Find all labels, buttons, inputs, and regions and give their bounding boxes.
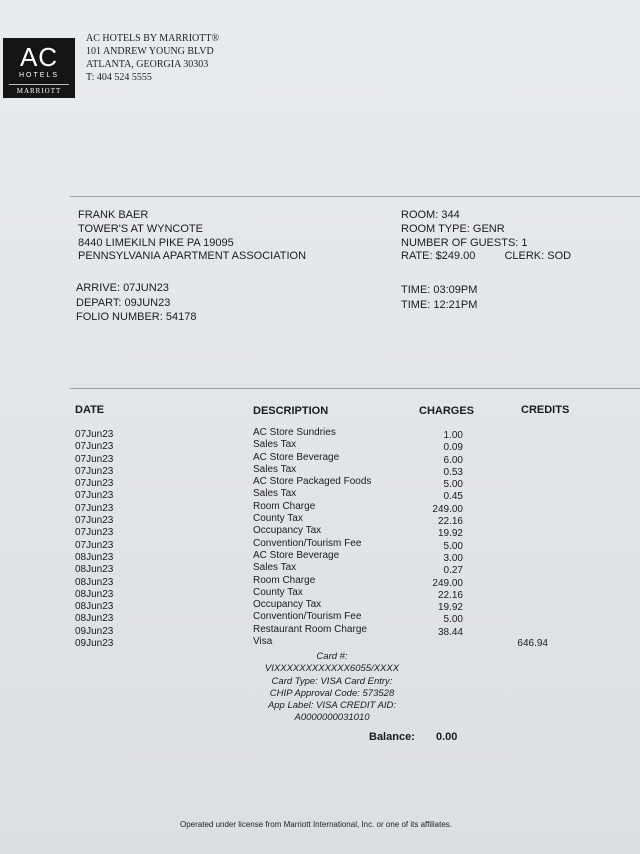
row-charge: 3.00	[443, 552, 463, 564]
row-date: 07Jun23	[75, 527, 114, 539]
header-description: DESCRIPTION	[253, 405, 329, 417]
room-rate: RATE: $249.00	[401, 250, 476, 263]
row-charge: 6.00	[443, 454, 463, 466]
row-date: 08Jun23	[75, 551, 114, 563]
row-date: 09Jun23	[75, 638, 114, 650]
row-description: Occupancy Tax	[253, 599, 322, 611]
balance-value: 0.00	[436, 731, 458, 743]
row-description: County Tax	[253, 586, 303, 598]
row-charge: 5.00	[443, 614, 463, 626]
room-number: ROOM: 344	[401, 209, 460, 221]
stay-block	[76, 281, 196, 325]
row-charge: 249.00	[432, 577, 463, 589]
row-charge: 22.16	[437, 589, 463, 601]
row-description: Convention/Tourism Fee	[253, 611, 362, 623]
hotel-address	[86, 32, 219, 84]
row-date: 07Jun23	[75, 441, 114, 453]
guest-address-line1: TOWER'S AT WYNCOTE	[78, 222, 203, 235]
guest-block	[78, 209, 306, 264]
row-description: Occupancy Tax	[253, 525, 322, 537]
row-date: 07Jun23	[75, 539, 114, 551]
app-label: App Label: VISA CREDIT AID:	[267, 700, 397, 712]
header-date: DATE	[75, 404, 105, 416]
room-type: ROOM TYPE: GENR	[401, 222, 505, 235]
description-column	[253, 427, 371, 648]
hotel-name: AC HOTELS BY MARRIOTT®	[86, 33, 220, 44]
footer-note: Operated under license from Marriott International, Inc. or one of its affiliates.	[180, 820, 452, 829]
row-description: AC Store Packaged Foods	[253, 476, 372, 488]
logo-marriott: MARRIOTT	[9, 84, 69, 95]
row-description: Visa	[253, 636, 273, 648]
hotel-address-line2: ATLANTA, GEORGIA 30303	[86, 59, 209, 70]
folio-number: FOLIO NUMBER: 54178	[76, 311, 197, 323]
row-charge: 22.16	[437, 516, 463, 528]
row-date: 07Jun23	[75, 502, 114, 514]
row-charge: 0.53	[443, 466, 463, 478]
row-charge: 38.44	[437, 626, 463, 638]
row-charge: 19.92	[437, 528, 463, 540]
header-divider	[70, 196, 640, 197]
row-date: 07Jun23	[75, 490, 114, 502]
row-date: 07Jun23	[75, 465, 114, 477]
table-divider	[70, 388, 640, 389]
row-charge: 5.00	[443, 540, 463, 552]
row-description: AC Store Beverage	[253, 451, 340, 463]
header-charges: CHARGES	[419, 405, 475, 417]
ac-hotels-logo	[3, 38, 75, 98]
row-charge: 1.00	[443, 430, 463, 441]
row-charge: 0.27	[443, 565, 463, 577]
row-date: 08Jun23	[75, 613, 114, 625]
row-date: 08Jun23	[75, 588, 114, 600]
guest-organization: PENNSYLVANIA APARTMENT ASSOCIATION	[78, 250, 307, 263]
row-date: 07Jun23	[75, 453, 114, 465]
guest-name: FRANK BAER	[78, 209, 149, 221]
clerk: CLERK: SOD	[504, 250, 572, 263]
row-description: Sales Tax	[253, 488, 297, 500]
arrive-time: TIME: 03:09PM	[401, 284, 478, 296]
depart-date: DEPART: 09JUN23	[76, 296, 171, 309]
card-type: Card Type: VISA Card Entry:	[271, 675, 393, 687]
charges-column	[400, 430, 463, 639]
row-description: Convention/Tourism Fee	[253, 537, 362, 549]
card-number: VIXXXXXXXXXXXX6055/XXXX	[264, 663, 400, 675]
row-date: 07Jun23	[75, 478, 114, 490]
row-credit: 646.94	[517, 638, 548, 649]
row-charge: 5.00	[443, 479, 463, 491]
row-description: AC Store Beverage	[253, 549, 340, 561]
row-description: County Tax	[253, 513, 303, 525]
number-of-guests: NUMBER OF GUESTS: 1	[401, 236, 528, 249]
time-block	[401, 283, 477, 312]
depart-time: TIME: 12:21PM	[401, 298, 478, 311]
aid: A0000000031010	[294, 712, 370, 724]
row-date: 07Jun23	[75, 429, 114, 440]
row-description: Sales Tax	[253, 439, 297, 451]
rate-line	[401, 250, 571, 264]
row-charge: 249.00	[432, 503, 463, 515]
row-charge: 0.45	[443, 491, 463, 503]
hotel-phone: T: 404 524 5555	[86, 72, 152, 83]
row-description: Room Charge	[253, 500, 316, 512]
credits-column	[500, 638, 548, 650]
guest-address-line2: 8440 LIMEKILN PIKE PA 19095	[78, 236, 234, 249]
row-charge: 19.92	[437, 602, 463, 614]
row-description: Sales Tax	[253, 562, 297, 574]
card-number-label: Card #:	[316, 651, 348, 662]
row-description: Room Charge	[253, 574, 316, 586]
row-date: 09Jun23	[75, 625, 114, 637]
row-charge: 0.09	[443, 442, 463, 454]
row-description: AC Store Sundries	[253, 427, 336, 438]
arrive-date: ARRIVE: 07JUN23	[76, 282, 169, 294]
date-column	[75, 429, 113, 650]
balance-label: Balance:	[369, 731, 415, 743]
row-date: 08Jun23	[75, 576, 114, 588]
header-credits: CREDITS	[521, 404, 570, 416]
logo-ac: AC	[19, 42, 59, 72]
hotel-address-line1: 101 ANDREW YOUNG BLVD	[86, 46, 214, 57]
logo-hotels: HOTELS	[18, 72, 59, 79]
room-block	[401, 209, 571, 264]
card-details	[256, 651, 408, 725]
approval-code: CHIP Approval Code: 573528	[269, 687, 395, 699]
row-date: 08Jun23	[75, 564, 114, 576]
row-date: 07Jun23	[75, 515, 114, 527]
row-date: 08Jun23	[75, 601, 114, 613]
row-description: Sales Tax	[253, 463, 297, 475]
row-description: Restaurant Room Charge	[253, 623, 367, 635]
